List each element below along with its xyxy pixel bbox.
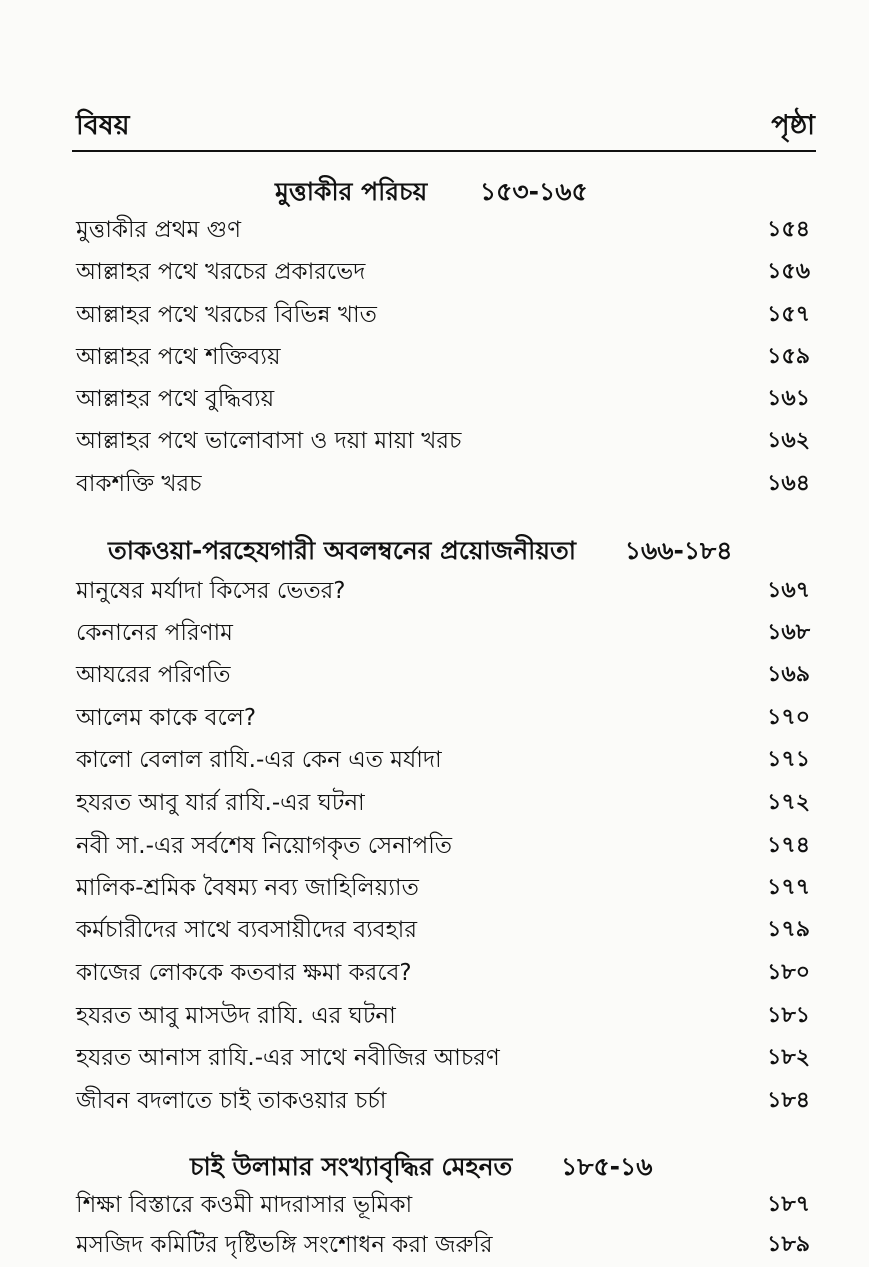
entry-page: ১৬২: [767, 428, 810, 453]
entry-page: ১৬৭: [767, 578, 810, 603]
header-rule: [72, 150, 816, 152]
toc-entry: [76, 254, 810, 290]
header-subject: বিষয়: [76, 110, 130, 141]
entry-title: হযরত আবু মাসউদ রাযি. এর ঘটনা: [76, 1003, 396, 1029]
section-title: [108, 534, 733, 568]
entry-page: ১৮০: [767, 960, 810, 985]
entry-page: ১৭২: [767, 790, 810, 815]
entry-title: আল্লাহর পথে বুদ্ধিব্যয়: [76, 386, 275, 412]
entry-page: ১৭৭: [767, 875, 810, 900]
toc-entry: [76, 339, 810, 375]
entry-title: আল্লাহর পথে শক্তিব্যয়: [76, 344, 281, 370]
entry-title: মানুষের মর্যাদা কিসের ভেতর?: [76, 578, 346, 604]
entry-page: ১৭৪: [767, 833, 810, 858]
entry-title: আল্লাহর পথে খরচের বিভিন্ন খাত: [76, 302, 377, 328]
toc-entry: [76, 785, 810, 821]
entry-title: মালিক-শ্রমিক বৈষম্য নব্য জাহিলিয়্যাত: [76, 875, 419, 901]
entry-title: আল্লাহর পথে খরচের প্রকারভেদ: [76, 259, 366, 285]
entry-title: কাজের লোককে কতবার ক্ষমা করবে?: [76, 960, 412, 986]
entry-title: আল্লাহর পথে ভালোবাসা ও দয়া মায়া খরচ: [76, 428, 462, 454]
toc-entry: [76, 742, 810, 778]
entry-title: কেনানের পরিণাম: [76, 620, 233, 646]
entry-page: ১৮৯: [767, 1232, 810, 1257]
toc-entry: [76, 1187, 810, 1223]
section-range: ১৮৫-১৬: [561, 1152, 653, 1181]
entry-page: ১৬৮: [767, 620, 810, 645]
section-range: ১৫৩-১৬৫: [479, 177, 588, 206]
entry-page: ১৫৪: [767, 217, 810, 242]
entry-page: ১৮৭: [767, 1192, 810, 1217]
entry-page: ১৫৬: [767, 259, 810, 284]
entry-page: ১৫৭: [767, 302, 810, 327]
toc-entry: [76, 1227, 810, 1263]
toc-entry: [76, 870, 810, 906]
toc-entry: [76, 955, 810, 991]
entry-page: ১৮১: [767, 1003, 810, 1028]
entry-title: বাকশক্তি খরচ: [76, 471, 202, 497]
toc-entry: [76, 700, 810, 736]
entry-title: আযরের পরিণতি: [76, 662, 231, 688]
section-title-text: মুত্তাকীর পরিচয়: [275, 177, 428, 206]
toc-entry: [76, 657, 810, 693]
entry-page: ১৭৯: [767, 917, 810, 942]
toc-entry: [76, 912, 810, 948]
toc-entry: [76, 1040, 810, 1076]
entry-page: ১৭১: [767, 747, 810, 772]
entry-title: জীবন বদলাতে চাই তাকওয়ার চর্চা: [76, 1088, 387, 1114]
section-title-text: চাই উলামার সংখ্যাবৃদ্ধির মেহনত: [190, 1152, 513, 1181]
entry-title: মুত্তাকীর প্রথম গুণ: [76, 217, 241, 243]
toc-entry: [76, 1083, 810, 1119]
toc-entry: [76, 828, 810, 864]
section-range: ১৬৬-১৮৪: [624, 536, 733, 565]
entry-title: মসজিদ কমিটির দৃষ্টিভঙ্গি সংশোধন করা জরুরি: [76, 1232, 493, 1258]
entry-title: শিক্ষা বিস্তারে কওমী মাদরাসার ভূমিকা: [76, 1192, 413, 1218]
toc-entry: [76, 381, 810, 417]
entry-page: ১৭০: [767, 705, 810, 730]
entry-title: হযরত আনাস রাযি.-এর সাথে নবীজির আচরণ: [76, 1045, 500, 1071]
entry-page: ১৬৯: [767, 662, 810, 687]
entry-page: ১৬৪: [767, 471, 810, 496]
toc-entry: [76, 466, 810, 502]
entry-title: আলেম কাকে বলে?: [76, 705, 257, 731]
toc-entry: [76, 423, 810, 459]
entry-title: নবী সা.-এর সর্বশেষ নিয়োগকৃত সেনাপতি: [76, 833, 453, 859]
entry-page: ১৮২: [767, 1045, 810, 1070]
toc-entry: [76, 615, 810, 651]
entry-title: কালো বেলাল রাযি.-এর কেন এত মর্যাদা: [76, 747, 442, 773]
toc-entry: [76, 573, 810, 609]
toc-entry: [76, 998, 810, 1034]
toc-entry: [76, 212, 810, 248]
section-title-text: তাকওয়া-পরহেযগারী অবলম্বনের প্রয়োজনীয়তা: [108, 536, 576, 565]
toc-entry: [76, 297, 810, 333]
section-title: [190, 1150, 653, 1184]
header-page: পৃষ্ঠা: [771, 110, 815, 141]
entry-page: ১৮৪: [767, 1088, 810, 1113]
entry-page: ১৬১: [767, 386, 810, 411]
entry-page: ১৫৯: [767, 344, 810, 369]
section-title: [275, 175, 588, 209]
entry-title: হযরত আবু যার্র রাযি.-এর ঘটনা: [76, 790, 365, 816]
entry-title: কর্মচারীদের সাথে ব্যবসায়ীদের ব্যবহার: [76, 917, 418, 943]
